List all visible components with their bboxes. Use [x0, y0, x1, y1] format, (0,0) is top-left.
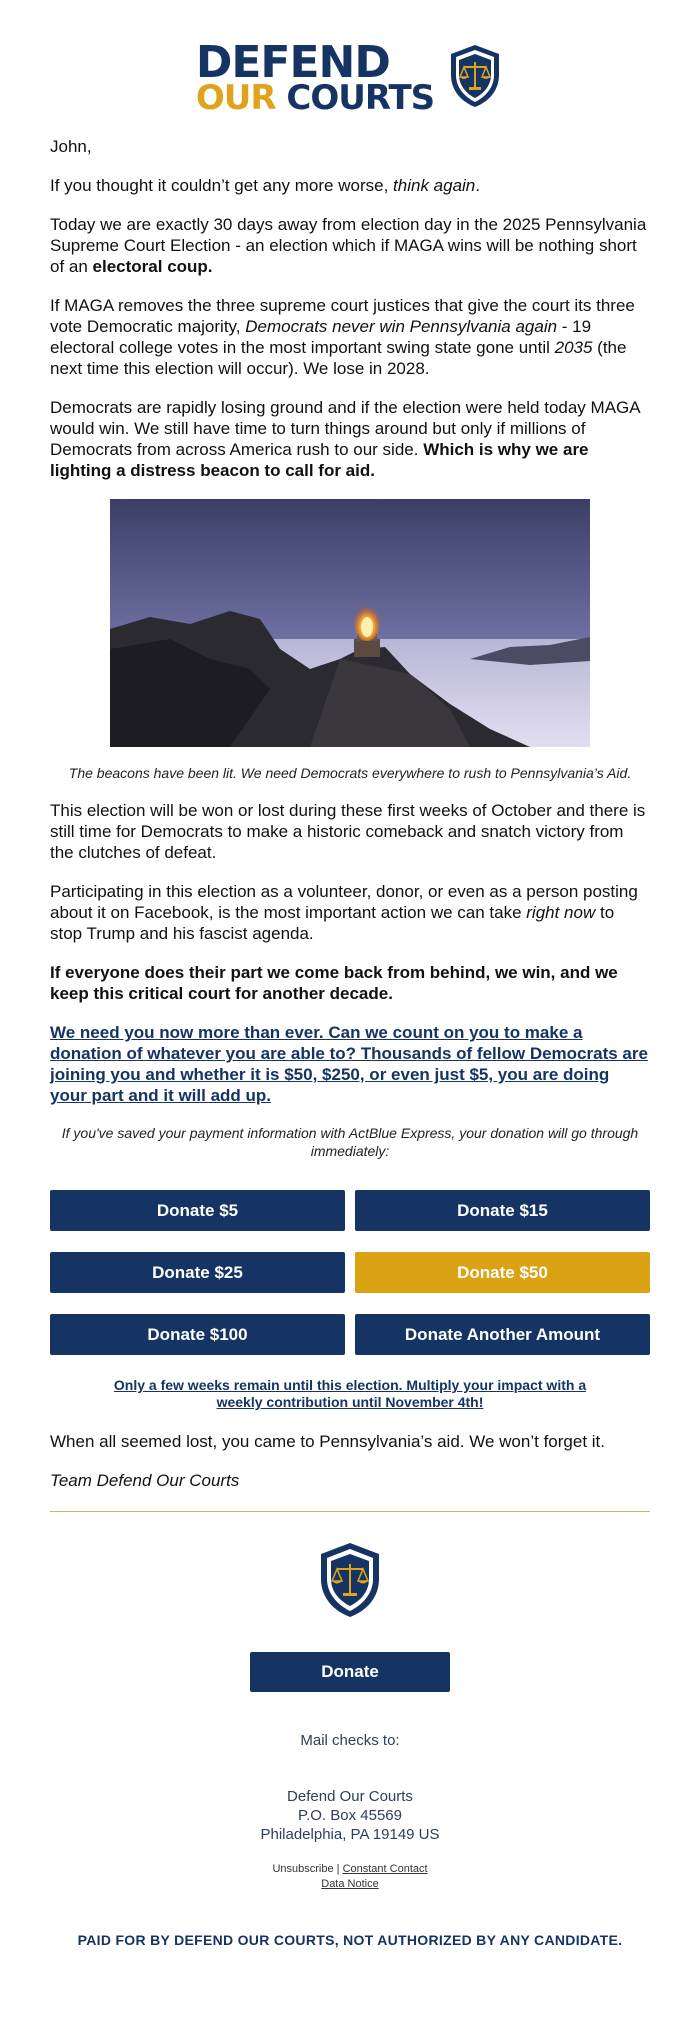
actblue-express-note: If you've saved your payment information with ActBlue Express, your donation will go through immediately: [61, 1125, 639, 1159]
mailing-address [50, 1787, 650, 1844]
donate-15-button[interactable]: Donate $15 [355, 1190, 650, 1231]
logo-word-our: OUR [195, 77, 276, 118]
footer-shield-icon [316, 1540, 384, 1620]
donation-appeal-link[interactable]: We need you now more than ever. Can we count on you to make a donation of whatever you are able to? Thousands of fellow Democrats are joining you and whether it is $50, $250, or even just $5, you are doing your part and it will add up. [50, 1023, 648, 1105]
unsubscribe-link[interactable]: Unsubscribe [272, 1863, 334, 1875]
p1-text: If you thought it couldn’t get any more worse, [50, 176, 394, 195]
image-caption: The beacons have been lit. We need Democrats everywhere to rush to Pennsylvania’s Aid. [68, 765, 632, 781]
donate-100-button[interactable]: Donate $100 [50, 1314, 345, 1355]
beacon-mountain-image[interactable] [110, 499, 590, 747]
header [0, 0, 700, 120]
donate-5-button[interactable]: Donate $5 [50, 1190, 345, 1231]
p1-end: . [475, 176, 480, 195]
email-body [0, 136, 700, 1948]
p4-bold: Which is why we are lighting a distress beacon to call for aid. [50, 440, 589, 480]
p6-text-2: to stop Trump and his fascist agenda. [50, 903, 615, 943]
donate-other-amount-button[interactable]: Donate Another Amount [355, 1314, 650, 1355]
hero-image-wrap [50, 499, 650, 747]
address-po-box: P.O. Box 45569 [298, 1807, 402, 1824]
p3-italic-1: Democrats never win Pennsylvania again [245, 317, 558, 336]
p2-bold: electoral coup. [92, 257, 213, 276]
scales-shield-icon [446, 42, 504, 115]
p3-text-3: (the next time this election will occur). We lose in 2028. [50, 338, 627, 378]
donate-25-button[interactable]: Donate $25 [50, 1252, 345, 1293]
footer-divider [50, 1511, 650, 1512]
link-separator: | [336, 1863, 340, 1875]
p2-text: Today we are exactly 30 days away from election day in the 2025 Pennsylvania Supreme Court Election - an election which if MAGA wins will be nothing short of an [50, 215, 647, 276]
signature: Team Defend Our Courts [50, 1471, 240, 1490]
p6-text-1: Participating in this election as a volunteer, donor, or even as a person posting about it on Facebook, is the most important action we can take [50, 882, 638, 922]
logo-line-defend: DEFEND [195, 36, 390, 88]
p3-text-1: If MAGA removes the three supreme court justices that give the court its three vote Democratic majority, [50, 296, 635, 336]
paragraph-2 [50, 214, 650, 277]
footer [50, 1540, 650, 1948]
paragraph-6 [50, 881, 650, 944]
logo-line-our-courts [195, 77, 435, 118]
mail-checks-label: Mail checks to: [300, 1732, 400, 1749]
p3-text-2: - 19 electoral college votes in the most important swing state gone until [50, 317, 592, 357]
p1-italic: think again [393, 176, 476, 195]
weekly-contribution-link[interactable]: Only a few weeks remain until this election. Multiply your impact with a weekly contribution until November 4th! [113, 1377, 587, 1410]
footer-logo-wrap [50, 1540, 650, 1620]
salutation: John, [50, 137, 92, 156]
paragraph-4 [50, 397, 650, 481]
address-name: Defend Our Courts [287, 1788, 413, 1805]
donate-button-grid [50, 1190, 650, 1355]
p3-italic-2: 2035 [554, 338, 593, 357]
p6-italic: right now [526, 903, 596, 922]
paid-for-disclaimer: PAID FOR BY DEFEND OUR COURTS, NOT AUTHORIZED BY ANY CANDIDATE. [77, 1932, 623, 1948]
footer-links [50, 1862, 650, 1892]
data-notice-link[interactable]: Data Notice [321, 1878, 379, 1890]
donate-50-button[interactable]: Donate $50 [355, 1252, 650, 1293]
logo-text [195, 36, 435, 118]
logo-word-courts: COURTS [286, 77, 435, 118]
paragraph-3 [50, 295, 650, 379]
logo[interactable] [195, 36, 504, 118]
constant-contact-link[interactable]: Constant Contact [342, 1863, 428, 1875]
address-city: Philadelphia, PA 19149 US [260, 1826, 440, 1843]
paragraph-7: If everyone does their part we come back from behind, we win, and we keep this critical court for another decade. [50, 963, 618, 1003]
closing-paragraph: When all seemed lost, you came to Pennsylvania’s aid. We won’t forget it. [50, 1432, 605, 1451]
paragraph-5: This election will be won or lost during these first weeks of October and there is still time for Democrats to make a historic comeback and snatch victory from the clutches of defeat. [50, 801, 646, 862]
p4-text: Democrats are rapidly losing ground and if the election were held today MAGA would win. We still have time to turn things around but only if millions of Democrats from across America rush to our side. [50, 398, 640, 459]
paragraph-1 [50, 175, 650, 196]
footer-donate-button[interactable]: Donate [250, 1652, 450, 1692]
